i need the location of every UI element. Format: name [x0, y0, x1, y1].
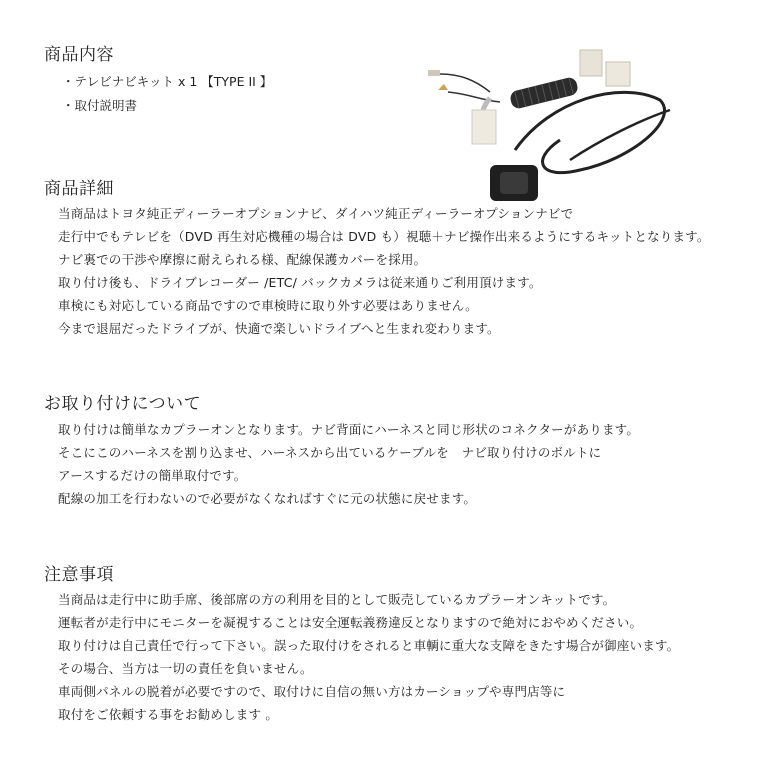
contents-item-kit: ・テレビナビキット x 1 【TYPE II 】	[62, 74, 273, 89]
product-harness-image	[420, 40, 690, 220]
notes-line: 運転者が走行中にモニターを凝視することは安全運転義務違反となりますので絶対におやめください。	[58, 615, 643, 630]
details-line: 当商品はトヨタ純正ディーラーオプションナビ、ダイハツ純正ディーラーオプションナビで	[58, 206, 574, 221]
notes-line: 取り付けは自己責任で行って下さい。誤った取付けをされると車輌に重大な支障をきたす場合が御座います。	[58, 638, 680, 653]
install-title: お取り付けについて	[44, 394, 202, 414]
notes-line: 車両側パネルの脱着が必要ですので、取付けに自信の無い方はカーショップや専門店等に	[58, 684, 566, 699]
notes-line: 取付をご依頼する事をお勧めします 。	[58, 707, 279, 722]
details-line: ナビ裏での干渉や摩擦に耐えられる様、配線保護カバーを採用。	[58, 252, 427, 267]
install-line: そこにこのハーネスを割り込ませ、ハーネスから出ているケーブルを ナビ取り付けのボルトに	[58, 445, 602, 460]
notes-line: 当商品は走行中に助手席、後部席の方の利用を目的として販売しているカプラーオンキットです。	[58, 592, 616, 607]
contents-item-manual: ・取付説明書	[62, 98, 138, 113]
install-line: アースするだけの簡単取付です。	[58, 468, 247, 483]
notes-title: 注意事項	[44, 565, 114, 585]
details-title: 商品詳細	[44, 179, 114, 199]
details-line: 取り付け後も、ドライブレコーダー /ETC/ バックカメラは従来通りご利用頂けます。	[58, 275, 542, 290]
details-line: 今まで退屈だったドライブが、快適で楽しいドライブへと生まれ変わります。	[58, 321, 500, 336]
details-line: 車検にも対応している商品ですので車検時に取り外す必要はありません。	[58, 298, 478, 313]
install-line: 配線の加工を行わないので必要がなくなればすぐに元の状態に戻せます。	[58, 491, 477, 506]
install-line: 取り付けは簡単なカプラーオンとなります。ナビ背面にハーネスと同じ形状のコネクターがあります。	[58, 422, 640, 437]
contents-title: 商品内容	[44, 45, 114, 65]
notes-line: その場合、当方は一切の責任を負いません。	[58, 661, 313, 676]
details-line: 走行中でもテレビを（DVD 再生対応機種の場合は DVD も）視聴＋ナビ操作出来るようにするキットとなります。	[58, 229, 710, 244]
